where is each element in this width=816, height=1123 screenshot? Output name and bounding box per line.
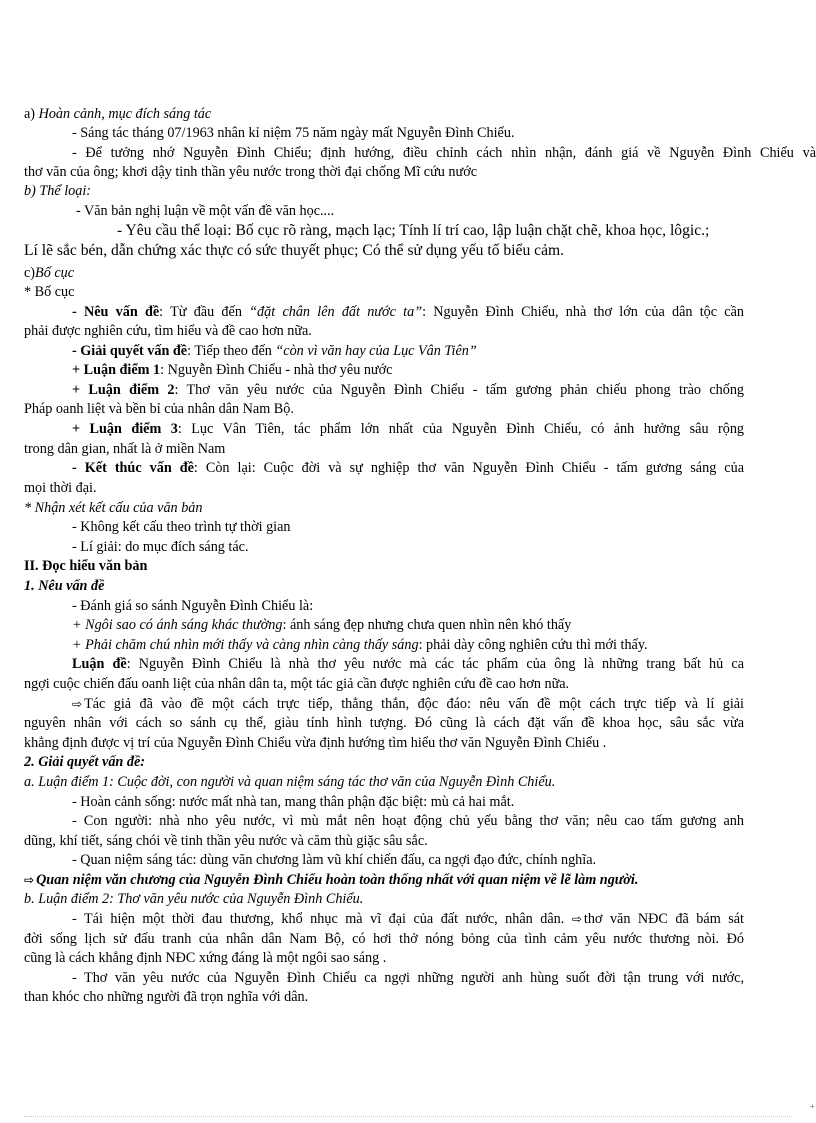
paragraph-line: - Yêu cầu thể loại: Bố cục rõ ràng, mạch lạc; Tính lí trí cao, lập luận chặt chẽ, khoa học, lôgic.; — [117, 222, 710, 239]
paragraph-line: Pháp oanh liệt và bền bỉ của nhân dân Nam Bộ. — [24, 401, 294, 417]
subsection-title: 1. Nêu vấn đề — [24, 578, 105, 594]
paragraph-line: nguyên nhân với cách so sánh cụ thể, giàu tính hình tượng. Đó cũng là cách đặt vấn đề khoa học, sâu sắc vừa — [24, 715, 744, 731]
section-title: II. Đọc hiểu văn bản — [24, 558, 148, 574]
paragraph-line: - Không kết cấu theo trình tự thời gian — [72, 519, 291, 535]
text: : ánh sáng đẹp nhưng chưa quen nhìn nên khó thấy — [282, 617, 572, 633]
conclusion-line — [24, 871, 638, 889]
text: Tác giả đã vào đề một cách trực tiếp, thẳng thắn, độc đáo: nêu vấn đề một cách trực tiếp và lí giải — [84, 696, 744, 712]
heading-nhan-xet: * Nhận xét kết cấu của văn bản — [24, 500, 203, 516]
paragraph-line: - Để tưởng nhớ Nguyễn Đình Chiểu; định hướng, điều chỉnh cách nhìn nhận, đánh giá về Nguyễn Đình Chiểu và — [72, 145, 816, 161]
text: : Còn lại: Cuộc đời và sự nghiệp thơ văn Nguyễn Đình Chiểu - tấm gương sáng của — [193, 460, 744, 476]
paragraph-line — [72, 616, 571, 634]
bold-label: + Luận điểm 2 — [72, 382, 175, 398]
arrow-icon: ⇨ — [72, 697, 83, 711]
italic-quote: “còn vì văn hay của Lục Vân Tiên” — [275, 343, 477, 359]
text: : Tiếp theo đến — [187, 343, 276, 359]
paragraph-line: - Con người: nhà nho yêu nước, vì mù mắt nên hoạt động chủ yếu bằng thơ văn; nêu cao tấm gương anh — [72, 813, 744, 829]
paragraph-line — [72, 342, 477, 360]
heading-a-title: Hoàn cảnh, mục đích sáng tác — [38, 106, 212, 122]
paragraph-line: - Sáng tác tháng 07/1963 nhân kỉ niệm 75 năm ngày mất Nguyễn Đình Chiểu. — [72, 125, 515, 141]
paragraph-line: - Thơ văn yêu nước của Nguyễn Đình Chiểu ca ngợi những người anh hùng suốt đời tận trung với nước, — [72, 970, 744, 986]
paragraph-line: đời sống lịch sử đấu tranh của nhân dân Nam Bộ, có hơi thở nóng bỏng của tình cảm yêu nước thương nòi. Đó — [24, 931, 744, 947]
paragraph-line — [72, 636, 648, 654]
paragraph-line: cũng là cách khẳng định NĐC xứng đáng là một ngôi sao sáng . — [24, 950, 387, 966]
paragraph-line — [72, 381, 744, 399]
paragraph-line: dũng, khí tiết, sáng chói về tinh thần yêu nước và căm thù giặc sâu sắc. — [24, 833, 428, 849]
paragraph-line: - Hoàn cảnh sống: nước mất nhà tan, mang thân phận đặc biệt: mù cả hai mắt. — [72, 794, 515, 810]
bold-label: Luận đề — [72, 656, 127, 672]
paragraph-line: - Lí giải: do mục đích sáng tác. — [72, 539, 249, 555]
bold-label: - Giải quyết vấn đề — [72, 343, 188, 359]
heading-c — [24, 264, 74, 282]
paragraph-line — [72, 655, 744, 673]
paragraph-line — [72, 420, 744, 438]
arrow-icon: ⇨ — [571, 912, 582, 926]
text: : Nguyễn Đình Chiểu, nhà thơ lớn của dân tộc cần — [422, 304, 744, 320]
paragraph-line: * Bố cục — [24, 284, 75, 300]
italic-quote: + Phải chăm chú nhìn mới thấy và càng nhìn càng thấy sáng — [72, 637, 419, 653]
text: : Thơ văn yêu nước của Nguyễn Đình Chiểu - tấm gương phản chiếu phong trào chống — [174, 382, 745, 398]
arrow-icon: ⇨ — [24, 873, 35, 887]
paragraph-line: - Văn bản nghị luận về một vấn đề văn học.... — [76, 203, 335, 219]
text: : Nguyễn Đình Chiểu - nhà thơ yêu nước — [160, 362, 393, 378]
paragraph-line: ngợi cuộc chiến đấu oanh liệt của nhân dân ta, một tác giả cần được nghiên cứu đề cao hơn nữa. — [24, 676, 570, 692]
heading-a-label: a) — [24, 106, 39, 122]
paragraph-line: - Đánh giá so sánh Nguyễn Đình Chiểu là: — [72, 598, 314, 614]
paragraph-line: - Quan niệm sáng tác: dùng văn chương làm vũ khí chiến đấu, ca ngợi đạo đức, chính nghĩa. — [72, 852, 597, 868]
text: Quan niệm văn chương của Nguyễn Đình Chiểu hoàn toàn thống nhất với quan niệm về lẽ làm người. — [36, 872, 639, 888]
bold-label: + Luận điểm 3 — [72, 421, 178, 437]
point-title: a. Luận điểm 1: Cuộc đời, con người và quan niệm sáng tác thơ văn của Nguyễn Đình Chiểu. — [24, 774, 556, 790]
paragraph-line: than khóc cho những người đã trọn nghĩa với dân. — [24, 989, 309, 1005]
corner-mark: + — [810, 1102, 815, 1111]
paragraph-line: mọi thời đại. — [24, 480, 97, 496]
heading-b: b) Thể loại: — [24, 183, 91, 199]
italic-quote: + Ngôi sao có ánh sáng khác thường — [72, 617, 283, 633]
text: : Từ đầu đến — [159, 304, 250, 320]
paragraph-line: Lí lẽ sắc bén, dẫn chứng xác thực có sức thuyết phục; Có thể sử dụng yếu tố biểu cảm. — [24, 242, 565, 259]
heading-a — [24, 105, 211, 123]
heading-c-label: c) — [24, 265, 36, 281]
bold-label: - Kết thúc vấn đề — [72, 460, 194, 476]
footer-rule — [24, 1116, 792, 1117]
heading-c-title: Bố cục — [35, 265, 75, 281]
paragraph-line: phải được nghiên cứu, tìm hiểu và đề cao hơn nữa. — [24, 323, 312, 339]
paragraph-line — [72, 695, 744, 713]
bold-label: - Nêu vấn đề — [72, 304, 160, 320]
text: : Lục Vân Tiên, tác phẩm lớn nhất của Nguyễn Đình Chiểu, có ảnh hưởng sâu rộng — [177, 421, 745, 437]
paragraph-line — [72, 459, 744, 477]
paragraph-line — [72, 910, 744, 928]
text: - Tái hiện một thời đau thương, khổ nhục mà vĩ đại của đất nước, nhân dân. — [72, 911, 565, 927]
text: : phải dày công nghiên cứu thì mới thấy. — [418, 637, 648, 653]
paragraph-line — [72, 361, 392, 379]
paragraph-line — [72, 303, 744, 321]
text: : Nguyễn Đình Chiểu là nhà thơ yêu nước mà các tác phẩm của ông là những trang bất hủ ca — [126, 656, 744, 672]
paragraph-line: trong dân gian, nhất là ở miền Nam — [24, 441, 226, 457]
text: thơ văn NĐC đã bám sát — [583, 911, 745, 927]
point-title: b. Luận điểm 2: Thơ văn yêu nước của Nguyễn Đình Chiểu. — [24, 891, 364, 907]
bold-label: + Luận điểm 1 — [72, 362, 161, 378]
subsection-title: 2. Giải quyết vấn đề: — [24, 754, 145, 770]
paragraph-line: thơ văn của ông; khơi dậy tinh thần yêu nước trong thời đại chống Mĩ cứu nước — [24, 164, 478, 180]
paragraph-line: khẳng định được vị trí của Nguyễn Đình Chiểu vừa định hướng tìm hiểu thơ văn Nguyễn Đình Chiểu . — [24, 735, 607, 751]
italic-quote: “đặt chân lên đất nước ta” — [249, 304, 423, 320]
